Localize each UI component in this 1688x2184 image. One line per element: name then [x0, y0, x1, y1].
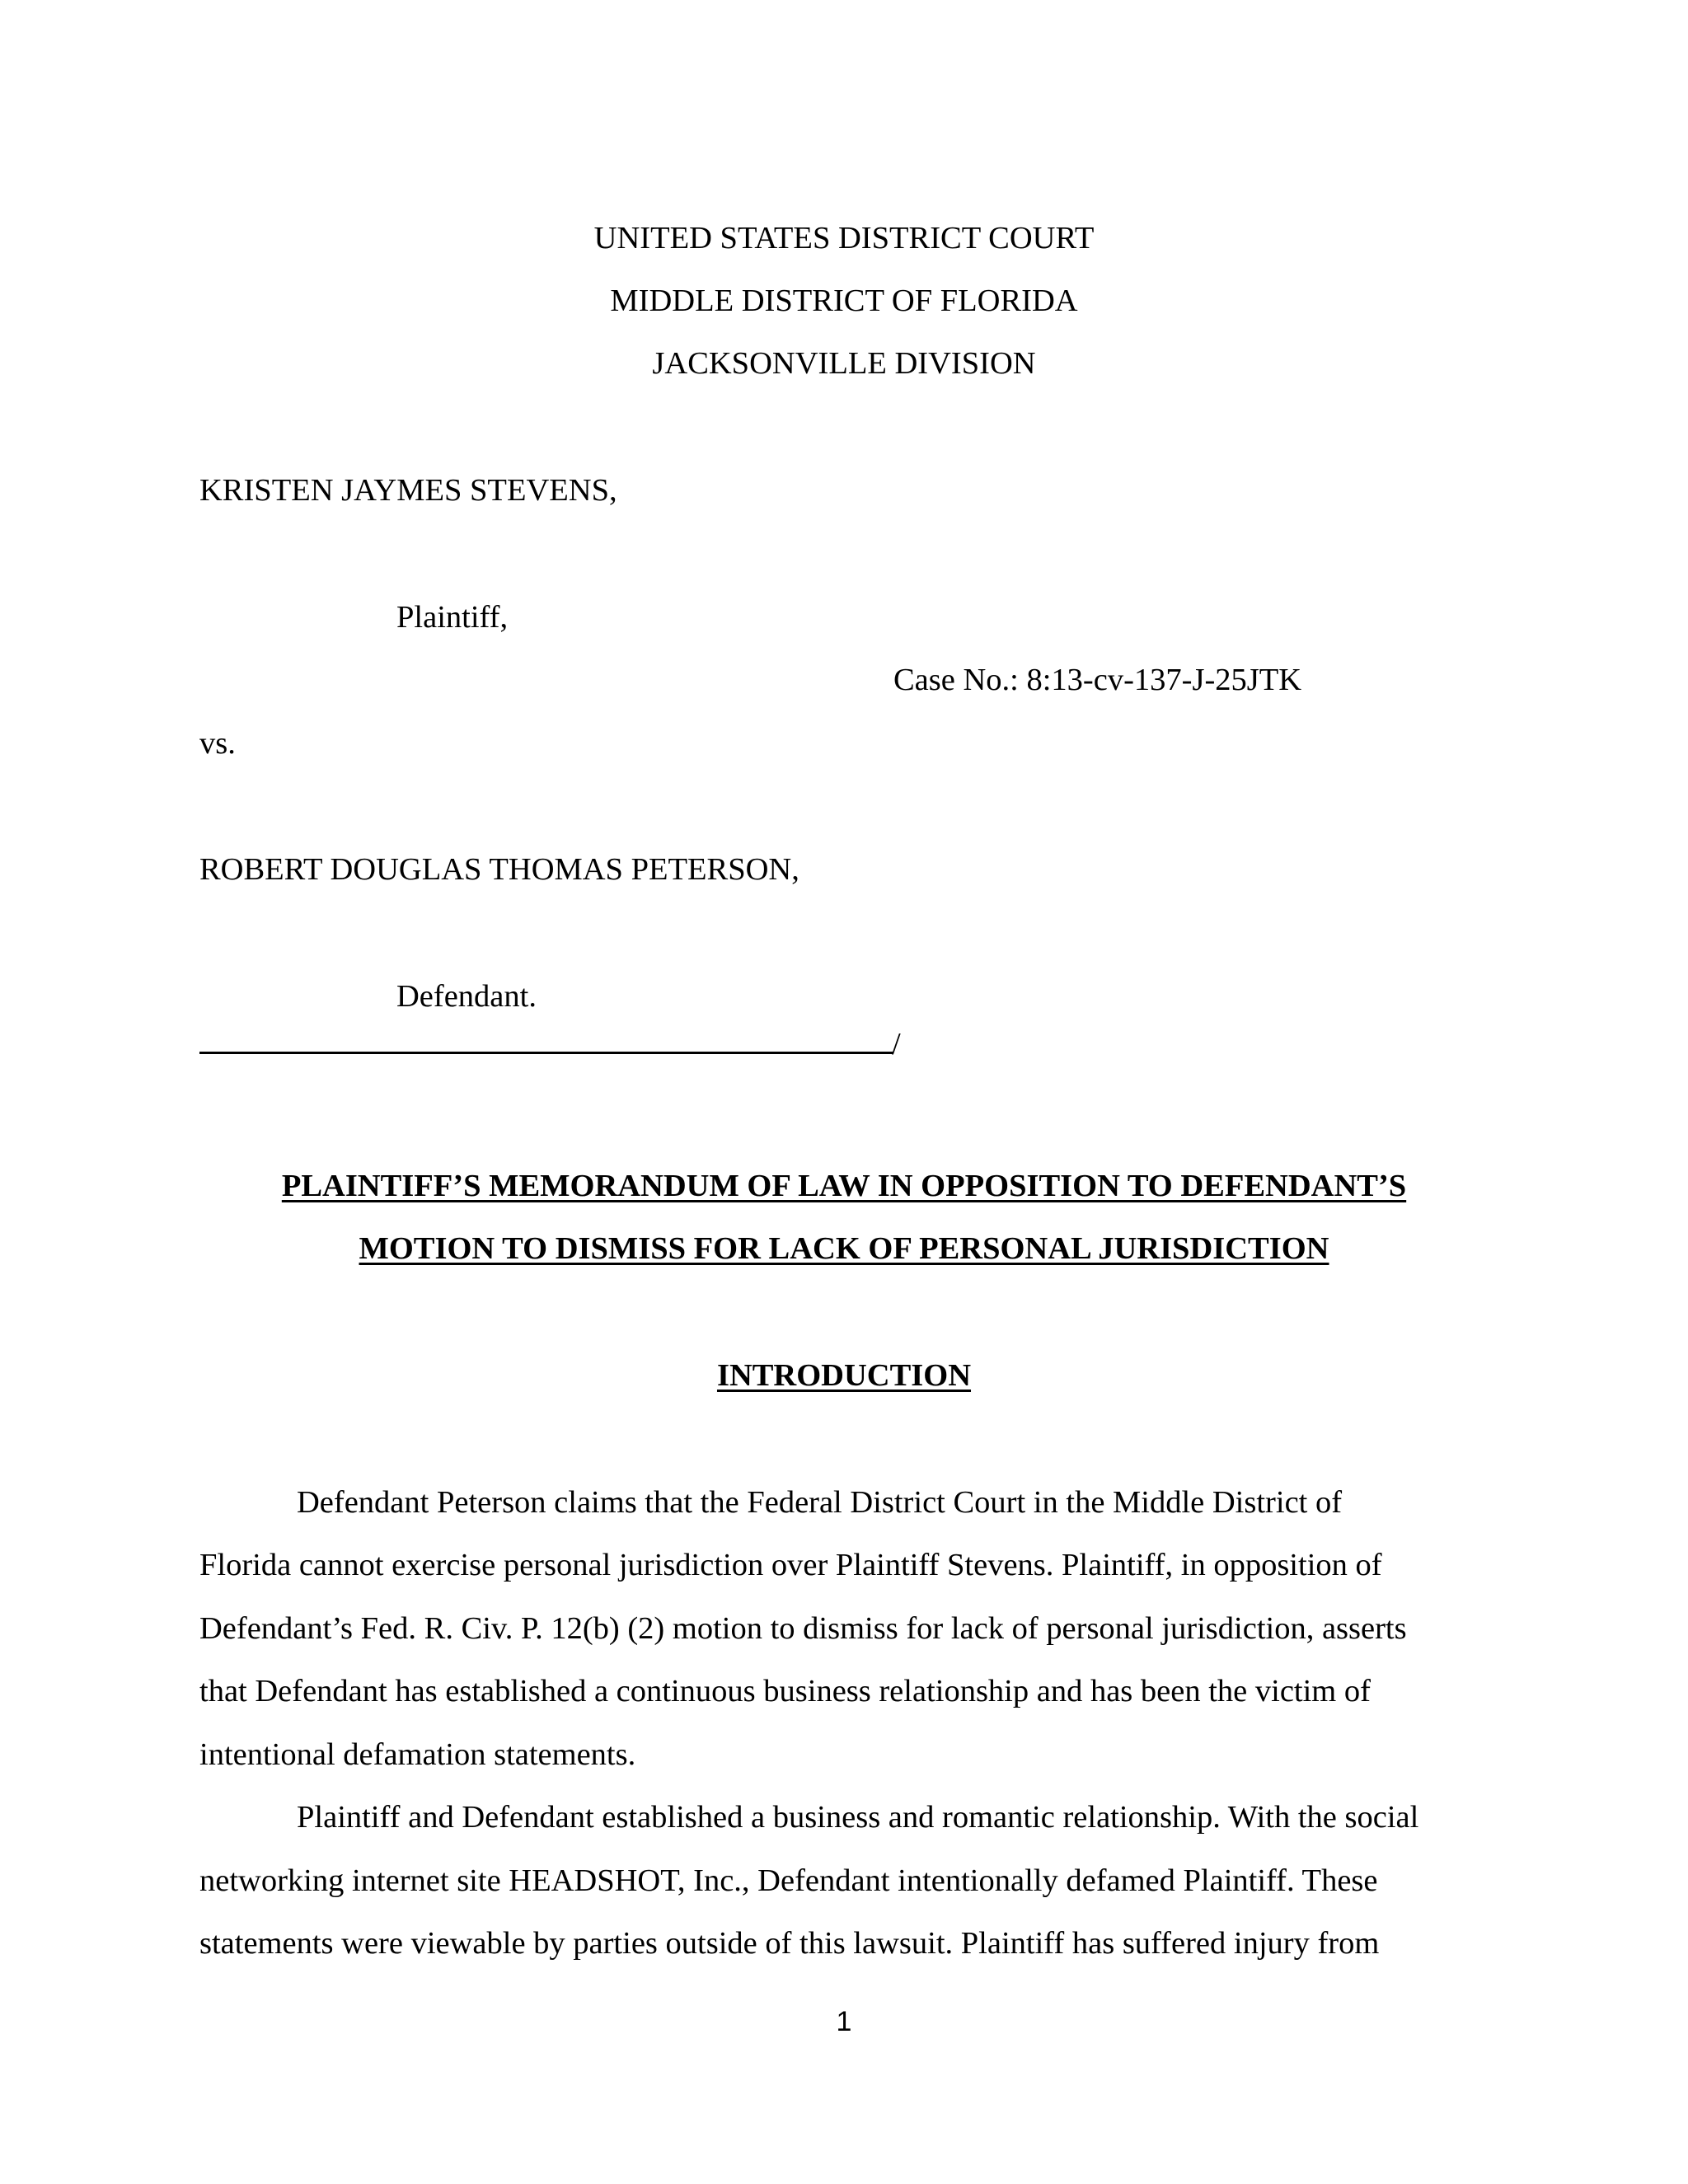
plaintiff-role: Plaintiff, [396, 600, 509, 635]
memorandum-title-line-2: MOTION TO DISMISS FOR LACK OF PERSONAL JURISDICTION [359, 1231, 1329, 1266]
body-line: statements were viewable by parties outside of this lawsuit. Plaintiff has suffered injury from [199, 1926, 1380, 1961]
memorandum-title-line-1: PLAINTIFF’S MEMORANDUM OF LAW IN OPPOSITION TO DEFENDANT’S [281, 1169, 1407, 1203]
caption-rule-line [199, 1052, 893, 1054]
body-line: Florida cannot exercise personal jurisdiction over Plaintiff Stevens. Plaintiff, in opposition of [199, 1548, 1382, 1582]
body-line: networking internet site HEADSHOT, Inc., Defendant intentionally defamed Plaintiff. These [199, 1863, 1378, 1898]
body-line: Plaintiff and Defendant established a business and romantic relationship. With the social [297, 1800, 1419, 1835]
plaintiff-name: KRISTEN JAYMES STEVENS, [199, 473, 617, 508]
district-name: MIDDLE DISTRICT OF FLORIDA [610, 284, 1078, 318]
section-heading: INTRODUCTION [716, 1358, 972, 1393]
body-line: intentional defamation statements. [199, 1737, 636, 1772]
case-number: Case No.: 8:13-cv-137-J-25JTK [893, 663, 1302, 697]
division-name: JACKSONVILLE DIVISION [652, 346, 1036, 381]
page-number: 1 [836, 2006, 852, 2037]
body-line: Defendant Peterson claims that the Federal District Court in the Middle District of [297, 1485, 1343, 1520]
defendant-role: Defendant. [396, 979, 537, 1014]
defendant-name: ROBERT DOUGLAS THOMAS PETERSON, [199, 852, 799, 887]
caption-rule-slash: / [892, 1027, 901, 1062]
versus-label: vs. [199, 726, 236, 761]
body-line: Defendant’s Fed. R. Civ. P. 12(b) (2) motion to dismiss for lack of personal jurisdiction, asserts [199, 1611, 1407, 1646]
body-line: that Defendant has established a continuous business relationship and has been the victim of [199, 1674, 1371, 1708]
court-name: UNITED STATES DISTRICT COURT [593, 221, 1095, 255]
